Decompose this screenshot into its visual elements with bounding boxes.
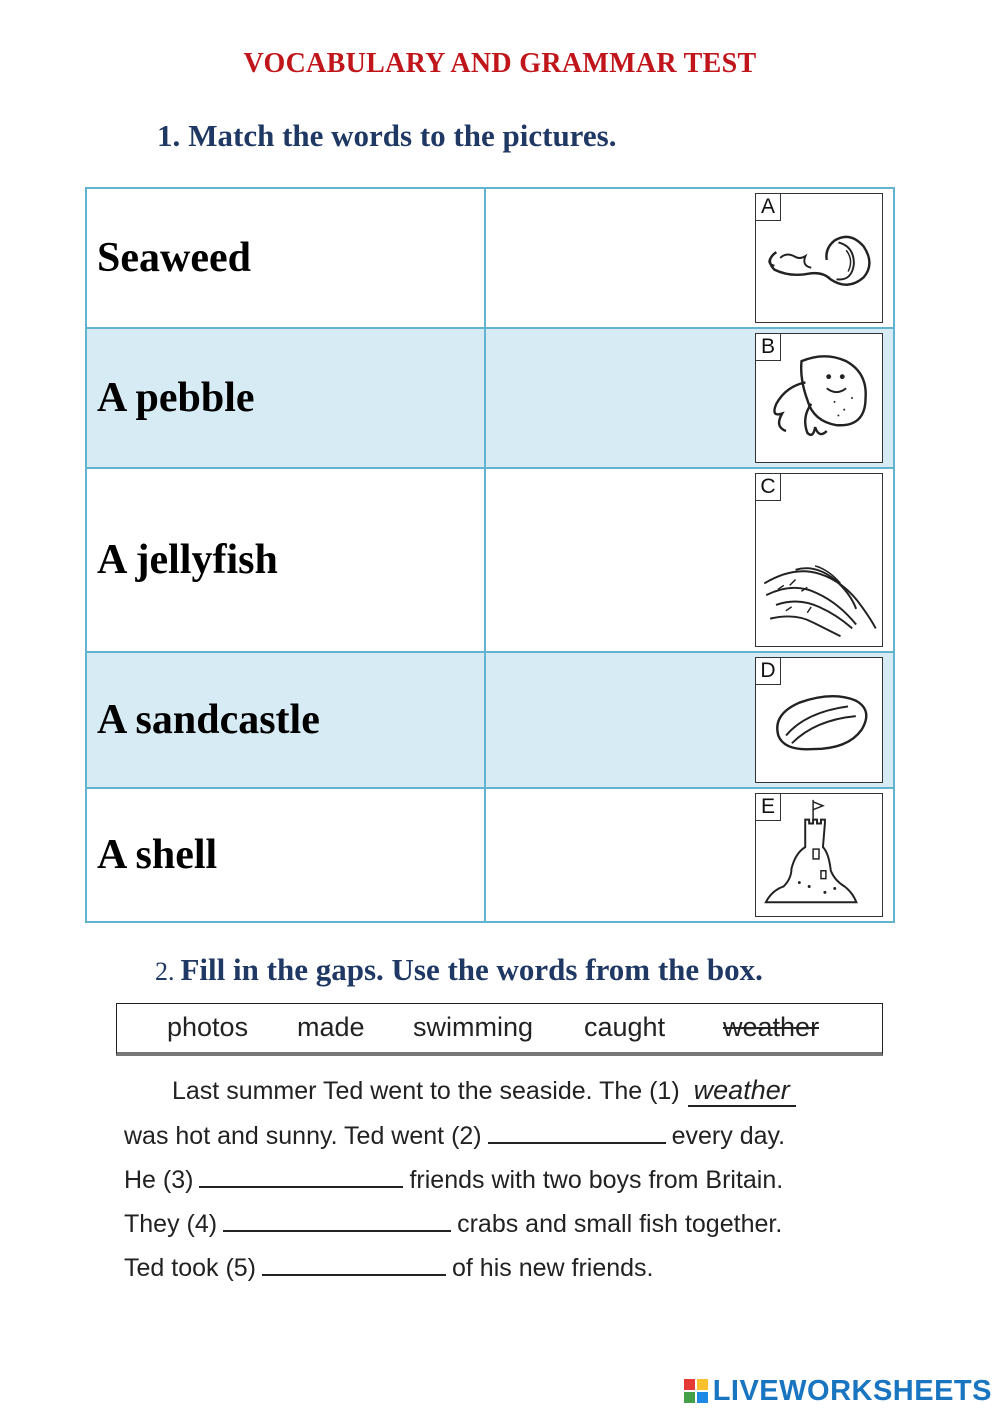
picture-letter: E — [755, 793, 781, 821]
match-word: Seaweed — [97, 235, 251, 281]
passage-text: was hot and sunny. Ted went (2) — [124, 1122, 482, 1150]
brand-name: LIVEWORKSHEETS — [712, 1374, 992, 1407]
gap-3[interactable] — [199, 1164, 403, 1188]
match-word: A sandcastle — [97, 697, 320, 743]
passage-text: They (4) — [124, 1210, 218, 1238]
gap-5[interactable] — [262, 1252, 446, 1276]
liveworksheets-brand — [683, 1375, 992, 1407]
box-word-struck: weather — [723, 1012, 820, 1042]
box-word: swimming — [413, 1012, 534, 1042]
match-word: A jellyfish — [97, 537, 278, 583]
box-word: photos — [167, 1012, 249, 1042]
passage-text: friends with two boys from Britain. — [409, 1166, 784, 1194]
box-word: made — [297, 1012, 365, 1042]
picture-letter: D — [755, 657, 781, 685]
exercise-2-number: 2. — [155, 957, 175, 986]
picture-letter: A — [755, 193, 781, 221]
passage-text: Ted took (5) — [124, 1254, 257, 1282]
box-word: caught — [584, 1012, 666, 1042]
match-word: A pebble — [97, 375, 255, 421]
picture-letter: B — [755, 333, 781, 361]
exercise-2-instruction: Fill in the gaps. Use the words from the box. — [180, 952, 763, 987]
passage-text: every day. — [671, 1122, 786, 1150]
match-word: A shell — [97, 832, 218, 878]
passage-text: crabs and small fish together. — [457, 1210, 783, 1238]
exercise-1-number: 1. — [157, 118, 181, 153]
page-title: VOCABULARY AND GRAMMAR TEST — [243, 48, 757, 79]
passage-line-4 — [124, 1208, 782, 1239]
gap-4[interactable] — [223, 1208, 451, 1232]
picture-letter: C — [755, 473, 781, 501]
passage-text: He (3) — [124, 1166, 194, 1194]
passage-text: of his new friends. — [452, 1254, 654, 1282]
gap-2[interactable] — [488, 1120, 666, 1144]
exercise-1-instruction: Match the words to the pictures. — [188, 118, 617, 153]
example-answer: weather — [688, 1075, 796, 1107]
passage-line-2 — [124, 1120, 785, 1151]
passage-line-5 — [124, 1252, 654, 1283]
passage-line-3 — [124, 1164, 783, 1195]
passage-line-1 — [172, 1075, 796, 1106]
passage-text: Last summer Ted went to the seaside. The (1) — [172, 1077, 680, 1105]
liveworksheets-logo-icon — [683, 1378, 709, 1404]
